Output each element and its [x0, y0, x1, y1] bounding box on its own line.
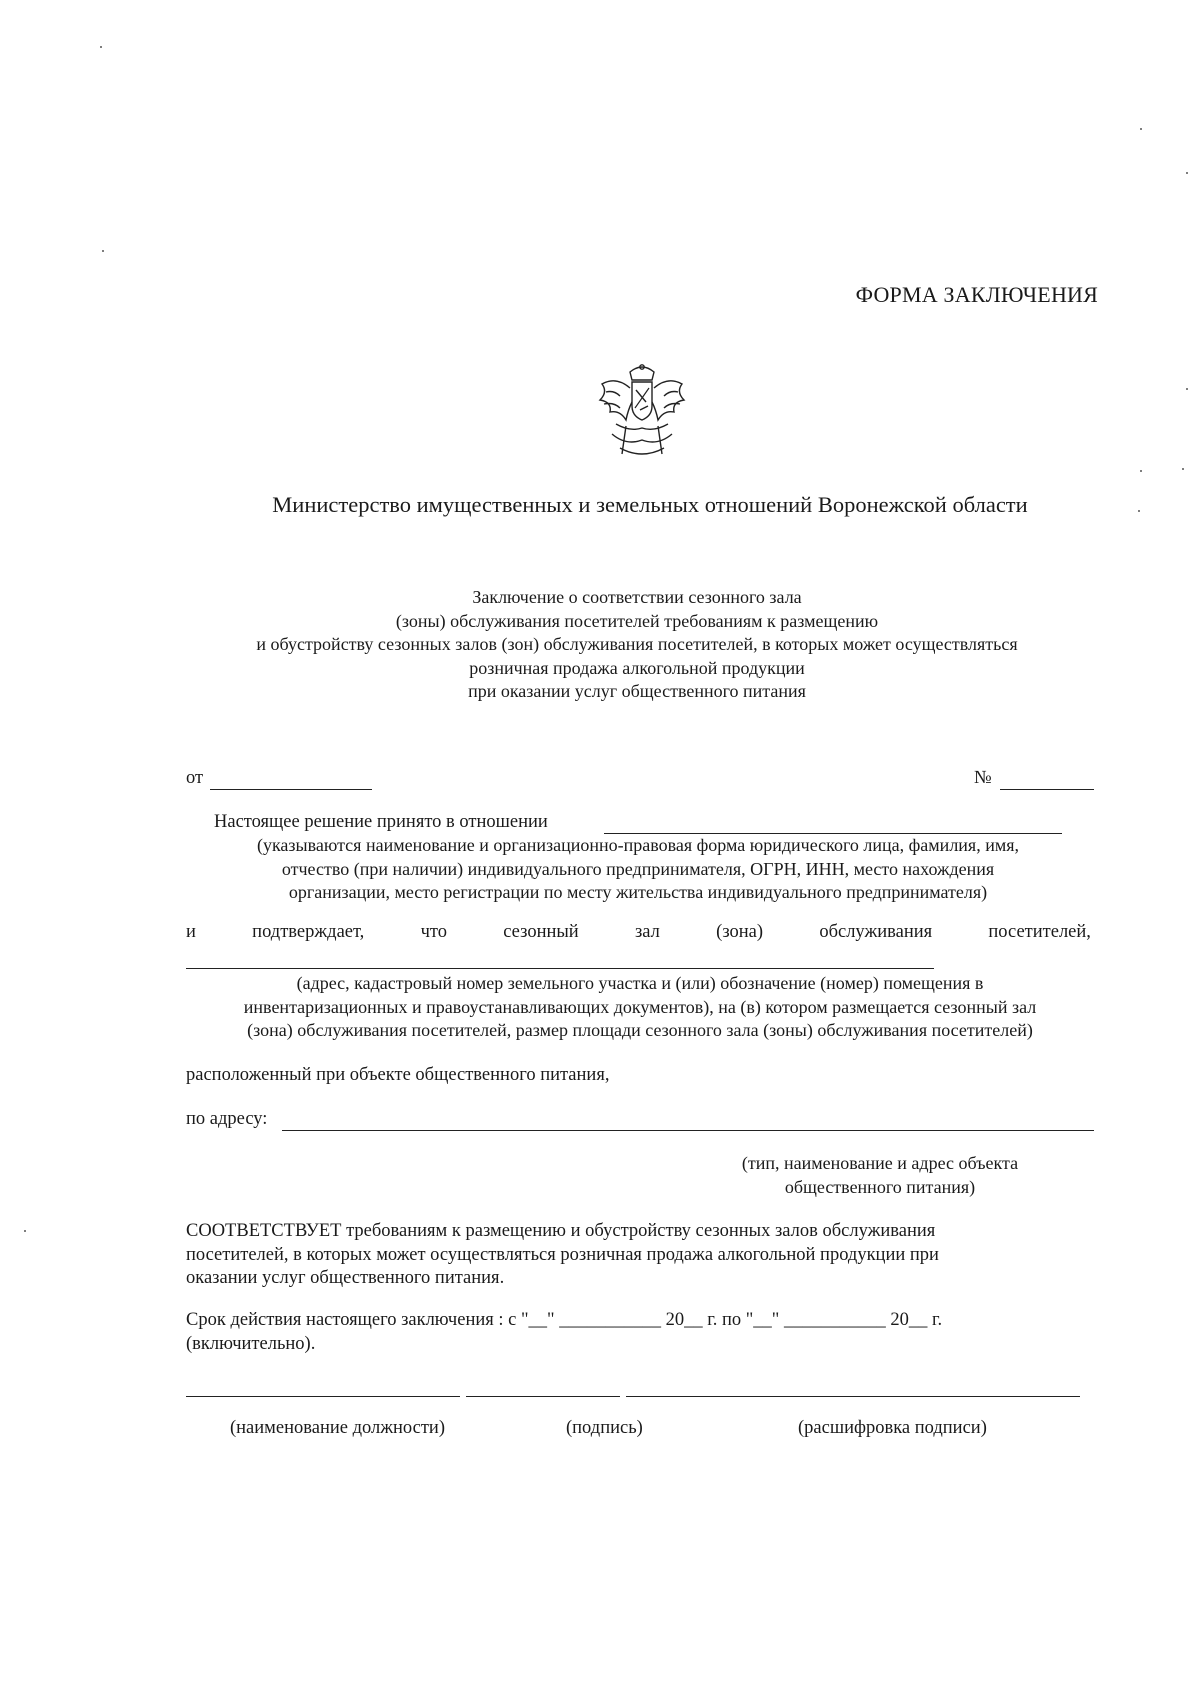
scan-speck — [1138, 510, 1140, 512]
position-line[interactable] — [186, 1396, 460, 1397]
confirm-word: зал — [634, 922, 660, 942]
decision-label: Настоящее решение принято в отношении — [214, 812, 548, 832]
confirm-row — [186, 922, 1091, 943]
scan-speck — [24, 1230, 26, 1232]
hint-line: инвентаризационных и правоустанавливающих документов), на (в) котором размещается сезонный зал — [243, 996, 1037, 1017]
heading-line: (зоны) обслуживания посетителей требованиям к размещению — [395, 610, 879, 631]
position-label: (наименование должности) — [230, 1418, 445, 1438]
confirm-word: подтверждает, — [252, 922, 365, 942]
signature-label: (подпись) — [566, 1418, 643, 1438]
confirm-word: посетителей, — [988, 922, 1091, 942]
conclusion-heading — [0, 586, 1200, 704]
confirm-word: что — [420, 922, 447, 942]
compliance-line: СООТВЕТСТВУЕТ требованиям к размещению и обустройству сезонных залов обслуживания — [186, 1221, 936, 1241]
confirm-word: (зона) — [716, 922, 764, 942]
hint-line: (зона) обслуживания посетителей, размер площади сезонного зала (зоны) обслуживания посетителей) — [247, 1020, 1033, 1040]
decoding-label: (расшифровка подписи) — [798, 1418, 987, 1438]
ministry-name: Министерство имущественных и земельных отношений Воронежской области — [272, 492, 1028, 517]
address-hint — [180, 972, 1100, 1043]
decoding-line[interactable] — [626, 1396, 1080, 1397]
object-address-field[interactable] — [282, 1130, 1094, 1131]
date-field[interactable] — [210, 789, 372, 790]
number-label: № — [974, 768, 992, 788]
coat-of-arms-emblem — [586, 362, 698, 462]
confirm-word: сезонный — [503, 922, 579, 942]
compliance-text — [186, 1220, 1106, 1291]
hint-line: организации, место регистрации по месту жительства индивидуального предпринимателя) — [288, 882, 988, 902]
heading-line: Заключение о соответствии сезонного зала — [472, 587, 802, 607]
heading-line: и обустройству сезонных залов (зон) обслуживания посетителей, в которых может осуществляться — [256, 634, 1018, 654]
scan-speck — [1186, 172, 1188, 174]
number-field[interactable] — [1000, 789, 1094, 790]
address-label: по адресу: — [186, 1109, 268, 1129]
compliance-line: оказании услуг общественного питания. — [186, 1268, 505, 1288]
scan-speck — [1140, 470, 1142, 472]
heading-line: розничная продажа алкогольной продукции — [469, 657, 805, 678]
entity-hint — [190, 834, 1086, 905]
hint-line: (тип, наименование и адрес объекта — [741, 1153, 1019, 1173]
object-hint — [710, 1152, 1050, 1199]
heading-line: при оказании услуг общественного питания — [468, 681, 806, 701]
form-title: ФОРМА ЗАКЛЮЧЕНИЯ — [855, 282, 1098, 307]
scan-speck — [100, 46, 102, 48]
compliance-line: посетителей, в которых может осуществляться розничная продажа алкогольной продукции при — [186, 1244, 939, 1265]
validity-text: Срок действия настоящего заключения : с "__" ___________ 20__ г. по "__" ___________ 20__ г. — [186, 1310, 943, 1330]
confirm-word: обслуживания — [819, 922, 933, 942]
located-text: расположенный при объекте общественного питания, — [186, 1065, 610, 1085]
scan-speck — [102, 250, 104, 252]
address-field[interactable] — [186, 968, 934, 969]
inclusive-text: (включительно). — [186, 1334, 316, 1354]
hint-line: отчество (при наличии) индивидуального предпринимателя, ОГРН, ИНН, место нахождения — [281, 858, 995, 879]
confirm-word: и — [186, 922, 196, 942]
from-label: от — [186, 768, 204, 788]
signature-line[interactable] — [466, 1396, 620, 1397]
hint-line: общественного питания) — [784, 1176, 976, 1197]
scan-speck — [1140, 128, 1142, 130]
scan-speck — [1182, 468, 1184, 470]
hint-line: (указываются наименование и организационно-правовая форма юридического лица, фамилия, имя, — [256, 835, 1020, 855]
hint-line: (адрес, кадастровый номер земельного участка и (или) обозначение (номер) помещения в — [296, 973, 984, 993]
scan-speck — [1186, 388, 1188, 390]
